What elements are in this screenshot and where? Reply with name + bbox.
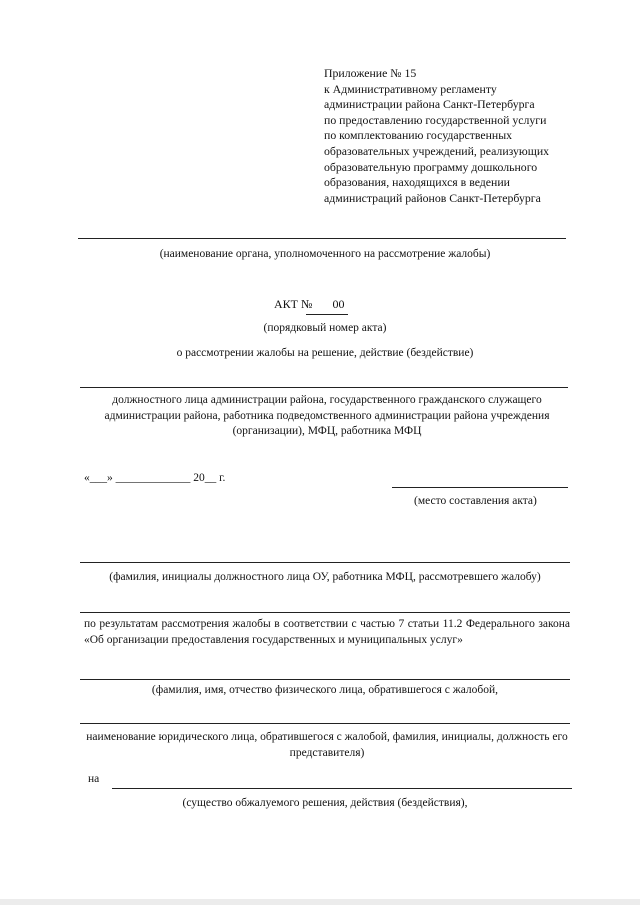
appendix-line: образовательную программу дошкольного — [324, 159, 538, 174]
place-caption: (место составления акта) — [414, 495, 537, 507]
date-line: «___» _____________ 20__ г. — [84, 472, 226, 484]
official-fill-line — [80, 387, 568, 388]
act-number-underline — [306, 314, 348, 315]
results-top-line — [80, 612, 570, 613]
legal-entity-caption: наименование юридического лица, обратившегося с жалобой, фамилия, инициалы, должность его представителя) — [86, 731, 568, 759]
reviewer-caption: (фамилия, инициалы должностного лица ОУ, работника МФЦ, рассмотревшего жалобу) — [109, 571, 541, 583]
appendix-line: Приложение № 15 — [324, 66, 417, 80]
act-subject: о рассмотрении жалобы на решение, действие (бездействие) — [176, 347, 474, 359]
place-fill-line — [392, 487, 568, 488]
appendix-line: по комплектованию государственных — [324, 128, 513, 143]
authority-caption: (наименование органа, уполномоченного на рассмотрение жалобы) — [159, 248, 491, 260]
applicant-caption: (фамилия, имя, отчество физического лица, обратившегося с жалобой, — [151, 684, 499, 696]
act-number: 00 — [332, 297, 345, 311]
appealed-fill-line — [112, 788, 572, 789]
appendix-line: по предоставлению государственной услуги — [324, 112, 547, 127]
reviewer-fill-line — [80, 562, 570, 563]
appendix-line: образования, находящихся в ведении — [324, 175, 510, 190]
authority-fill-line — [78, 238, 566, 239]
appendix-header — [324, 66, 624, 206]
appendix-line: администраций районов Санкт-Петербурга — [324, 190, 541, 205]
results-text: по результатам рассмотрения жалобы в соответствии с частью 7 статьи 11.2 Федерального закона «Об организации предоставления государственных и муниципальных услуг» — [84, 618, 570, 646]
act-label: АКТ № — [274, 297, 313, 311]
applicant-fill-line — [80, 679, 570, 680]
act-number-caption: (порядковый номер акта) — [263, 322, 387, 334]
appendix-line: администрации района Санкт-Петербурга — [324, 97, 535, 112]
appendix-line: образовательных учреждений, реализующих — [324, 143, 550, 158]
na-label: на — [88, 773, 100, 785]
act-title — [274, 297, 358, 312]
page-bottom-edge — [0, 899, 640, 905]
legal-entity-fill-line — [80, 723, 570, 724]
official-caption: должностного лица администрации района, государственного гражданского служащего администрации района, работника подведомственного администрации района учреждения (организации), МФЦ, работника МФЦ — [104, 394, 550, 437]
appendix-line: к Административному регламенту — [324, 81, 497, 96]
appealed-caption: (существо обжалуемого решения, действия (бездействия), — [182, 797, 468, 809]
